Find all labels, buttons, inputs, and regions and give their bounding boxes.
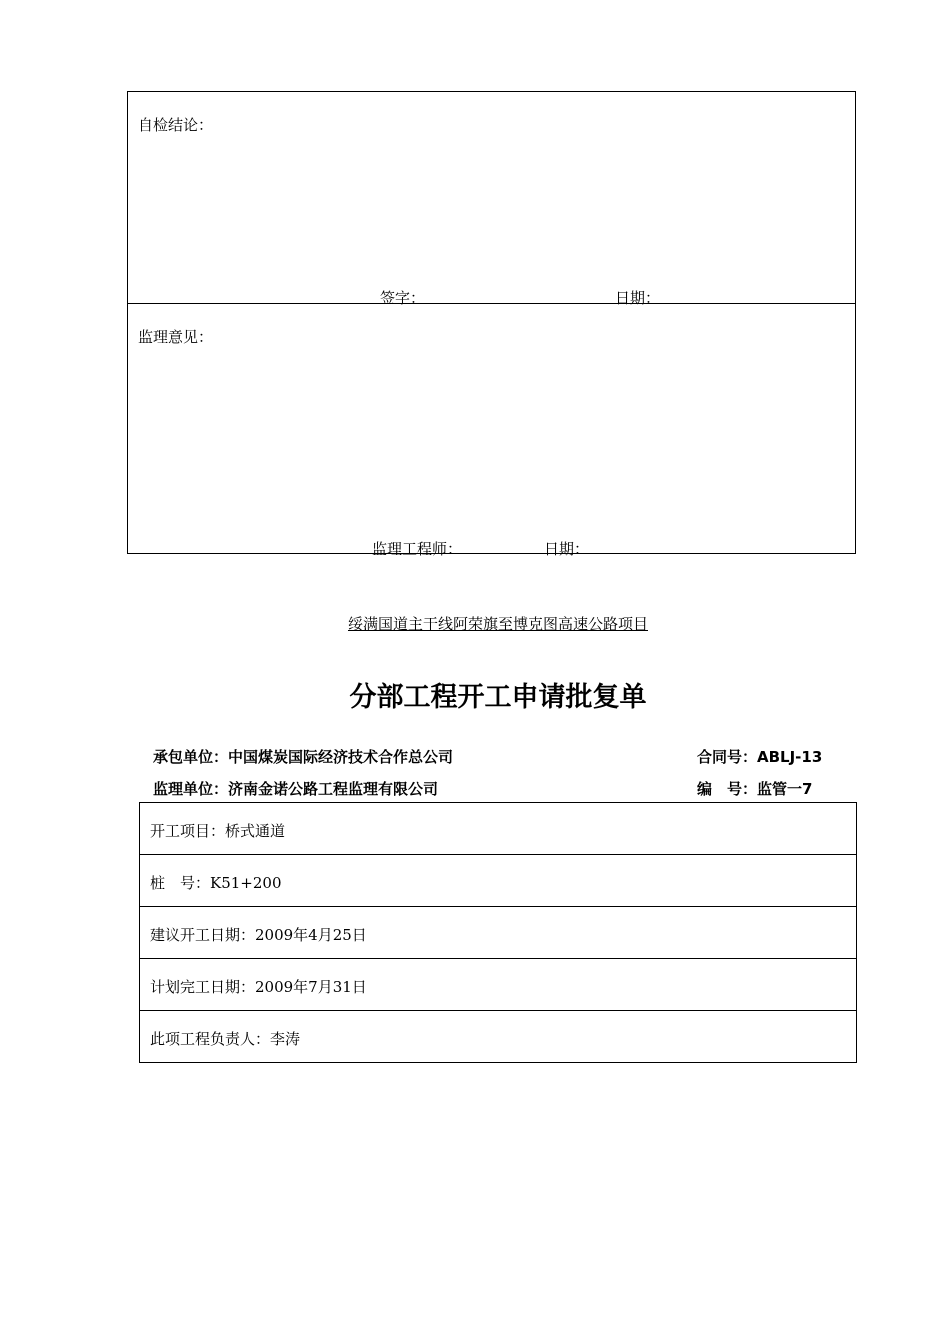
self-check-cell xyxy=(128,92,855,307)
contract-number: 合同号：ABLJ-13 xyxy=(697,748,823,766)
station-number-field: 桩 号：K51+200 xyxy=(150,874,282,892)
engineer-label: 监理工程师： xyxy=(372,540,463,558)
table-row xyxy=(140,1011,856,1063)
supervision-date-label: 日期： xyxy=(544,540,590,558)
serial-number: 编 号：监管一7 xyxy=(697,780,813,798)
start-project-field: 开工项目：桥式通道 xyxy=(150,822,286,840)
contractor-line: 承包单位：中国煤炭国际经济技术合作总公司 xyxy=(153,748,454,766)
supervision-label: 监理意见： xyxy=(138,328,214,346)
table-row xyxy=(140,855,856,907)
self-check-label: 自检结论： xyxy=(138,116,214,134)
supervisor-line: 监理单位：济南金诺公路工程监理有限公司 xyxy=(153,780,439,798)
project-manager-field: 此项工程负责人：李涛 xyxy=(150,1030,301,1048)
supervision-cell xyxy=(128,304,855,558)
table-row xyxy=(140,803,856,855)
project-title: 绥满国道主干线阿荣旗至博克图高速公路项目 xyxy=(347,615,648,633)
table-row xyxy=(140,907,856,959)
application-table xyxy=(139,802,857,1063)
table-row xyxy=(140,959,856,1011)
signature-label: 签字： xyxy=(380,289,426,307)
planned-completion-date-field: 计划完工日期：2009年7月31日 xyxy=(150,978,367,996)
inspection-table xyxy=(127,91,856,558)
document-title: 分部工程开工申请批复单 xyxy=(349,682,647,713)
proposed-start-date-field: 建议开工日期：2009年4月25日 xyxy=(150,926,367,944)
self-check-date-label: 日期： xyxy=(615,289,661,307)
